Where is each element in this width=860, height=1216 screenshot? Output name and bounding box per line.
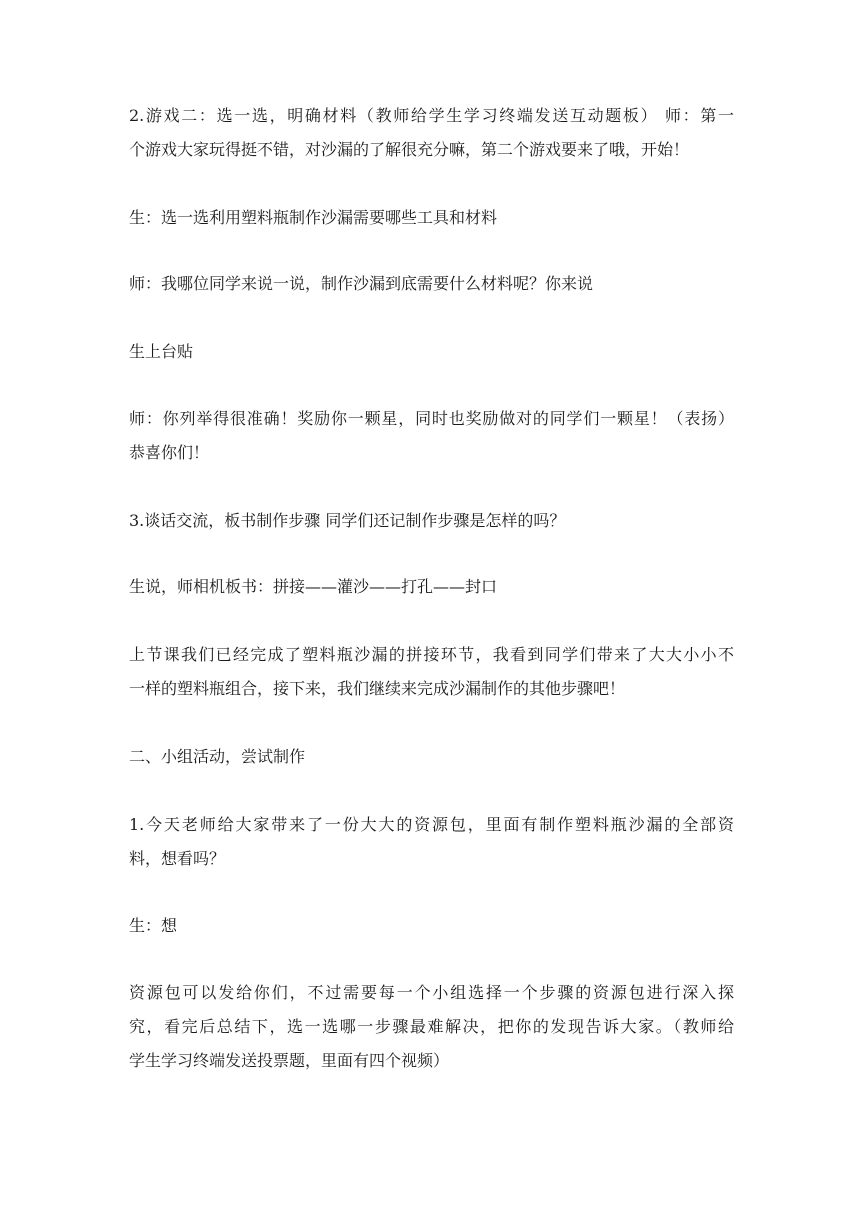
paragraph-last-lesson	[129, 638, 734, 706]
text-line: 资源包可以发给你们，不过需要每一个小组选择一个步骤的资源包进行深入探	[129, 983, 734, 1002]
text-line: 2.游戏二：选一选，明确材料（教师给学生学习终端发送互动题板） 师：第一	[129, 106, 734, 125]
paragraph-teacher-ask	[129, 267, 734, 301]
text-line: 1.今天老师给大家带来了一份大大的资源包，里面有制作塑料瓶沙漏的全部资	[129, 815, 734, 834]
paragraph-student-select	[129, 201, 734, 235]
paragraph-student-post	[129, 335, 734, 369]
text-line: 师：我哪位同学来说一说，制作沙漏到底需要什么材料呢？你来说	[129, 274, 594, 293]
text-line: 究，看完后总结下，选一选哪一步骤最难解决，把你的发现告诉大家。（教师给	[129, 1017, 734, 1036]
text-line: 一样的塑料瓶组合，接下来，我们继续来完成沙漏制作的其他步骤吧！	[129, 679, 626, 698]
text-line: 学生学习终端发送投票题，里面有四个视频）	[129, 1051, 450, 1070]
text-line: 上节课我们已经完成了塑料瓶沙漏的拼接环节，我看到同学们带来了大大小小不	[129, 645, 734, 664]
text-line: 个游戏大家玩得挺不错，对沙漏的了解很充分嘛，第二个游戏要来了哦，开始！	[129, 140, 690, 159]
text-line: 生：想	[129, 916, 178, 935]
paragraph-teacher-praise	[129, 402, 734, 470]
text-line: 生说，师相机板书：拼接——灌沙——打孔——封口	[129, 577, 498, 596]
text-line: 生上台贴	[129, 342, 194, 361]
text-line: 生：选一选利用塑料瓶制作沙漏需要哪些工具和材料	[129, 208, 498, 227]
paragraph-resource-pack	[129, 808, 734, 876]
paragraph-game-two	[129, 99, 734, 167]
text-line: 3.谈话交流，板书制作步骤 同学们还记制作步骤是怎样的吗？	[129, 511, 566, 530]
paragraph-board-steps	[129, 570, 734, 604]
paragraph-resource-vote	[129, 976, 734, 1078]
paragraph-student-want	[129, 909, 734, 943]
text-line: 二、小组活动，尝试制作	[129, 747, 306, 766]
text-line: 恭喜你们！	[129, 443, 210, 462]
text-line: 师：你列举得很准确！奖励你一颗星，同时也奖励做对的同学们一颗星！（表扬）	[129, 409, 734, 428]
section-heading-group-activity	[129, 740, 734, 774]
paragraph-steps-talk	[129, 504, 734, 538]
text-line: 料，想看吗？	[129, 849, 226, 868]
